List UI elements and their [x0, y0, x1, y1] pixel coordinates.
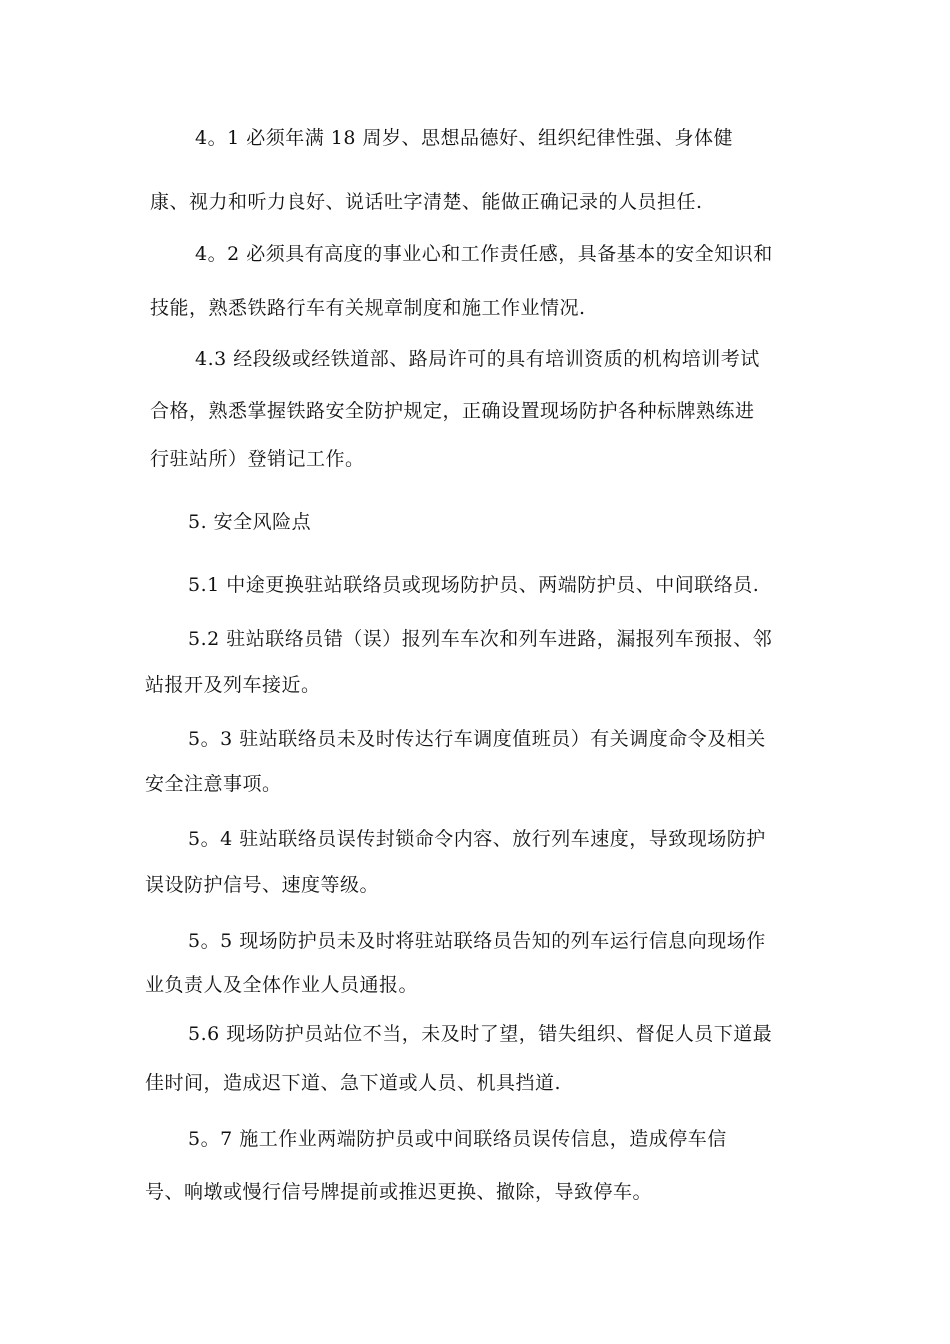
paragraph-5-2-line-1: 5.2 驻站联络员错（误）报列车车次和列车进路，漏报列车预报、邻: [188, 628, 773, 650]
paragraph-4-3-line-2: 合格，熟悉掌握铁路安全防护规定，正确设置现场防护各种标牌熟练进: [150, 400, 755, 422]
paragraph-4-2-line-2: 技能，熟悉铁路行车有关规章制度和施工作业情况.: [150, 297, 586, 319]
paragraph-5-1: 5.1 中途更换驻站联络员或现场防护员、两端防护员、中间联络员.: [188, 574, 760, 596]
paragraph-5-6-line-1: 5.6 现场防护员站位不当，未及时了望，错失组织、督促人员下道最: [188, 1023, 773, 1045]
section-5-heading: 5. 安全风险点: [188, 511, 312, 533]
paragraph-5-2-line-2: 站报开及列车接近。: [145, 674, 321, 696]
paragraph-5-5-line-1: 5。5 现场防护员未及时将驻站联络员告知的列车运行信息向现场作: [188, 930, 766, 952]
paragraph-5-4-line-2: 误设防护信号、速度等级。: [145, 874, 380, 896]
paragraph-4-2-line-1: 4。2 必须具有高度的事业心和工作责任感，具备基本的安全知识和: [195, 243, 773, 265]
paragraph-5-4-line-1: 5。4 驻站联络员误传封锁命令内容、放行列车速度，导致现场防护: [188, 828, 766, 850]
paragraph-4-3-line-1: 4.3 经段级或经铁道部、路局许可的具有培训资质的机构培训考试: [195, 348, 760, 370]
paragraph-5-3-line-1: 5。3 驻站联络员未及时传达行车调度值班员）有关调度命令及相关: [188, 728, 766, 750]
paragraph-5-5-line-2: 业负责人及全体作业人员通报。: [145, 974, 419, 996]
paragraph-4-3-line-3: 行驻站所）登销记工作。: [150, 448, 365, 470]
paragraph-5-7-line-1: 5。7 施工作业两端防护员或中间联络员误传信息，造成停车信: [188, 1128, 727, 1150]
paragraph-5-3-line-2: 安全注意事项。: [145, 773, 282, 795]
paragraph-4-1-line-1: 4。1 必须年满 18 周岁、思想品德好、组织纪律性强、身体健: [195, 127, 733, 149]
paragraph-4-1-line-2: 康、视力和听力良好、说话吐字清楚、能做正确记录的人员担任.: [150, 191, 703, 213]
paragraph-5-6-line-2: 佳时间，造成迟下道、急下道或人员、机具挡道.: [145, 1072, 562, 1094]
paragraph-5-7-line-2: 号、响墩或慢行信号牌提前或推迟更换、撤除，导致停车。: [145, 1181, 653, 1203]
